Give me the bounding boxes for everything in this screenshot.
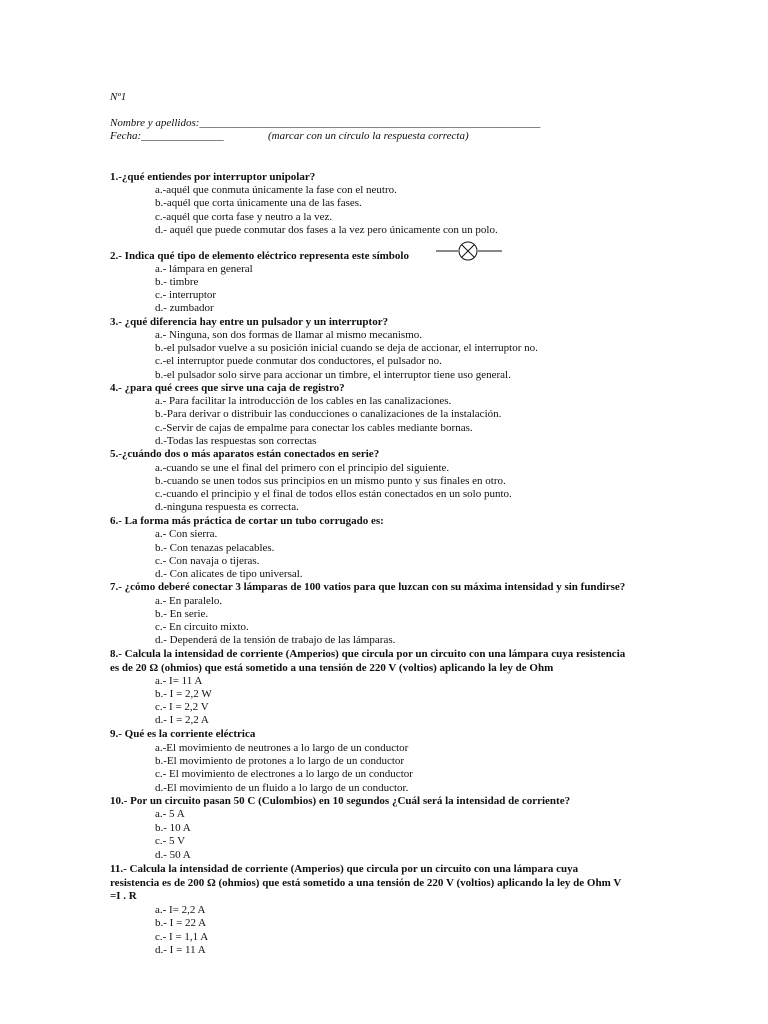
question-7-option-c[interactable]: c.- En circuito mixto. (155, 621, 249, 633)
question-1-option-d[interactable]: d.- aquél que puede conmutar dos fases a la vez pero únicamente con un polo. (155, 224, 498, 236)
question-7-option-d[interactable]: d.- Dependerá de la tensión de trabajo de las lámparas. (155, 634, 396, 646)
question-5-option-a[interactable]: a.-cuando se une el final del primero con el principio del siguiente. (155, 462, 450, 474)
question-9-option-c[interactable]: c.- El movimiento de electrones a lo largo de un conductor (155, 768, 413, 780)
question-9-option-a[interactable]: a.-El movimiento de neutrones a lo largo de un conductor (155, 742, 409, 754)
question-7: 7.- ¿cómo deberé conectar 3 lámparas de 100 vatios para que luzcan con su máxima intensidad y sin fundirse? (110, 581, 626, 593)
question-4-option-b[interactable]: b.-Para derivar o distribuir las conducciones o canalizaciones de la instalación. (155, 408, 502, 420)
question-8-option-c[interactable]: c.- I = 2,2 V (155, 701, 209, 713)
question-3-option-c[interactable]: c.-el interruptor puede conmutar dos conductores, el pulsador no. (155, 355, 442, 367)
question-2-option-c[interactable]: c.- interruptor (155, 289, 217, 301)
date-field-label: Fecha:_______________ (110, 130, 224, 142)
question-10-option-d[interactable]: d.- 50 A (155, 849, 191, 861)
question-1: 1.-¿qué entiendes por interruptor unipolar? (110, 171, 316, 183)
question-11-line-3: =I . R (110, 890, 137, 902)
question-11-line-1: 11.- Calcula la intensidad de corriente (Amperios) que circula por un circuito con una lámpara cuya (110, 863, 579, 875)
question-3-option-d[interactable]: b.-el pulsador solo sirve para accionar un timbre, el interruptor tiene uso general. (155, 369, 511, 381)
question-4-option-c[interactable]: c.-Servir de cajas de empalme para conectar los cables mediante bornas. (155, 422, 473, 434)
question-2-option-d[interactable]: d.- zumbador (155, 302, 214, 314)
question-7-option-b[interactable]: b.- En serie. (155, 608, 209, 620)
question-1-option-b[interactable]: b.-aquél que corta únicamente una de las fases. (155, 197, 362, 209)
instruction-text: (marcar con un círculo la respuesta correcta) (268, 130, 469, 142)
question-9: 9.- Qué es la corriente eléctrica (110, 728, 256, 740)
question-3-option-a[interactable]: a.- Ninguna, son dos formas de llamar al mismo mecanismo. (155, 329, 422, 341)
question-4-option-a[interactable]: a.- Para facilitar la introducción de los cables en las canalizaciones. (155, 395, 452, 407)
question-8-line-1: 8.- Calcula la intensidad de corriente (Amperios) que circula por un circuito con una lámpara cuya resistencia (110, 648, 626, 660)
question-10-option-c[interactable]: c.- 5 V (155, 835, 186, 847)
question-10: 10.- Por un circuito pasan 50 C (Culombios) en 10 segundos ¿Cuál será la intensidad de corriente? (110, 795, 571, 807)
question-2-option-b[interactable]: b.- timbre (155, 276, 199, 288)
question-9-option-d[interactable]: d.-El movimiento de un fluido a lo largo de un conductor. (155, 782, 409, 794)
lamp-symbol-icon (436, 241, 504, 261)
question-6-option-b[interactable]: b.- Con tenazas pelacables. (155, 542, 275, 554)
question-2: 2.- Indica qué tipo de elemento eléctrico representa este símbolo (110, 250, 409, 262)
question-5-option-c[interactable]: c.-cuando el principio y el final de todos ellos están conectados en un solo punto. (155, 488, 512, 500)
question-7-option-a[interactable]: a.- En paralelo. (155, 595, 223, 607)
question-8-option-a[interactable]: a.- I= 11 A (155, 675, 203, 687)
question-6-option-c[interactable]: c.- Con navaja o tijeras. (155, 555, 260, 567)
question-2-option-a[interactable]: a.- lámpara en general (155, 263, 253, 275)
question-3-option-b[interactable]: b.-el pulsador vuelve a su posición inicial cuando se deja de accionar, el interruptor no. (155, 342, 538, 354)
question-11-option-d[interactable]: d.- I = 11 A (155, 944, 206, 956)
exam-number: Nº1 (110, 91, 127, 103)
name-field-label: Nombre y apellidos:______________________________________________________________ (110, 117, 541, 129)
question-8-option-d[interactable]: d.- I = 2,2 A (155, 714, 209, 726)
question-1-option-c[interactable]: c.-aquél que corta fase y neutro a la vez. (155, 211, 333, 223)
question-4-option-d[interactable]: d.-Todas las respuestas son correctas (155, 435, 317, 447)
question-5: 5.-¿cuándo dos o más aparatos están conectados en serie? (110, 448, 380, 460)
question-11-option-b[interactable]: b.- I = 22 A (155, 917, 207, 929)
question-4: 4.- ¿para qué crees que sirve una caja de registro? (110, 382, 345, 394)
question-6: 6.- La forma más práctica de cortar un tubo corrugado es: (110, 515, 384, 527)
question-1-option-a[interactable]: a.-aquél que conmuta únicamente la fase con el neutro. (155, 184, 397, 196)
question-10-option-b[interactable]: b.- 10 A (155, 822, 191, 834)
question-3: 3.- ¿qué diferencia hay entre un pulsador y un interruptor? (110, 316, 389, 328)
question-5-option-d[interactable]: d.-ninguna respuesta es correcta. (155, 501, 299, 513)
question-10-option-a[interactable]: a.- 5 A (155, 808, 185, 820)
question-6-option-d[interactable]: d.- Con alicates de tipo universal. (155, 568, 303, 580)
question-5-option-b[interactable]: b.-cuando se unen todos sus principios en un mismo punto y sus finales en otro. (155, 475, 506, 487)
question-11-option-c[interactable]: c.- I = 1,1 A (155, 931, 209, 943)
question-11-option-a[interactable]: a.- I= 2,2 A (155, 904, 206, 916)
question-11-line-2: resistencia es de 200 Ω (ohmios) que está sometido a una tensión de 220 V (voltios) aplicando la ley de Ohm V (110, 877, 622, 889)
question-6-option-a[interactable]: a.- Con sierra. (155, 528, 218, 540)
question-8-line-2: es de 20 Ω (ohmios) que está sometido a una tensión de 220 V (voltios) aplicando la ley de Ohm (110, 662, 554, 674)
question-8-option-b[interactable]: b.- I = 2,2 W (155, 688, 212, 700)
question-9-option-b[interactable]: b.-El movimiento de protones a lo largo de un conductor (155, 755, 405, 767)
